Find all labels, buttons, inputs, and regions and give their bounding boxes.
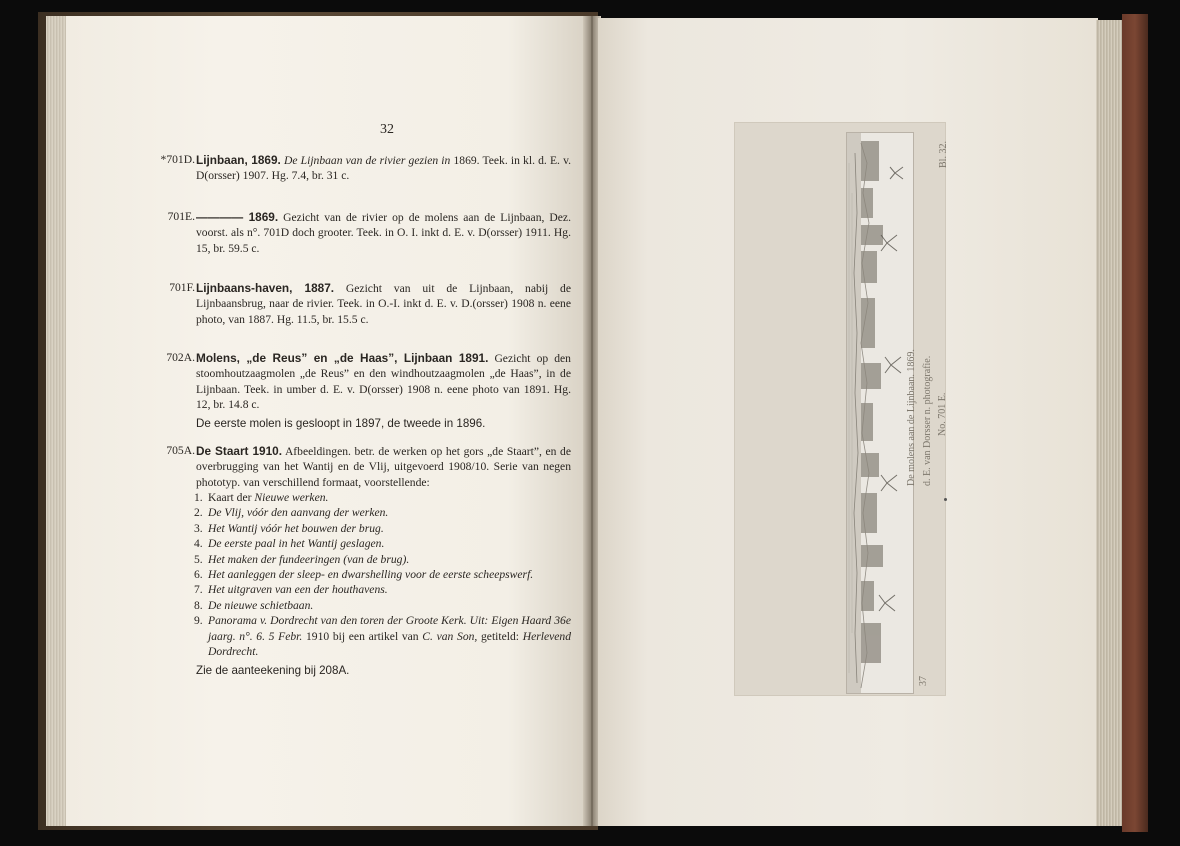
- entry-number: 705A.: [166, 444, 195, 457]
- book-cover-right: [1122, 14, 1148, 832]
- entry-body: [196, 444, 571, 490]
- catalog-entry: [166, 351, 571, 431]
- list-item: 4. De eerste paal in het Wantij geslagen.: [194, 537, 385, 551]
- list-item: 2. De Vlij, vóór den aanvang der werken.: [194, 506, 389, 520]
- entry-note: De eerste molen is gesloopt in 1897, de tweede in 1896.: [196, 417, 486, 431]
- entry-title: Lijnbaan, 1869.: [196, 153, 281, 167]
- windmill-panorama-drawing: [847, 133, 913, 693]
- plate-caption-line-2: d. E. van Dorsser n. photografie.: [922, 355, 933, 486]
- catalog-entry: [167, 210, 571, 256]
- entry-italic-title: De Lijnbaan van de rivier gezien in: [283, 154, 451, 167]
- entry-body: [196, 210, 571, 256]
- entry-text: 1869. Teek. in kl. d. E. v. D(orsser) 1907. Hg. 7.4, br. 31 c.: [196, 154, 572, 183]
- entry-text: Gezicht op den stoomhoutzaagmolen „de Reus” en den windhoutzaagmolen „de Haas”, in de Lijnbaan. Teek. in umber d. E. v. D(orsser) 1908 n. eene photo van 1891. Hg. 12, br. 14.8 c.: [196, 352, 571, 411]
- entry-title: De Staart 1910.: [196, 444, 282, 458]
- list-item: 5. Het maken der fundeeringen (van de brug).: [194, 552, 410, 566]
- list-item: 1. Kaart der Nieuwe werken.: [194, 490, 329, 504]
- page-number: 32: [380, 122, 394, 137]
- list-item: 9. Panorama v. Dordrecht van den toren der Groote Kerk. Uit: Eigen Haard 36e jaarg. n°. 6. 5 Febr. 1910 bij een artikel van C. van Son, getiteld: Herlevend Dordrecht.: [194, 614, 571, 658]
- plate-label: Bl. 32.: [938, 141, 949, 168]
- plate-corner-number: 37: [918, 676, 929, 686]
- list-item: 8. De nieuwe schietbaan.: [194, 598, 314, 612]
- entry-title: ———— 1869.: [196, 210, 279, 224]
- entry-text: Afbeeldingen. betr. de werken op het gors „de Staart”, en de overbrugging van het Wantij en de Vlij, uitgevoerd 1908/10. Serie van negen phototyp. van verschillend formaat, voorstellende:: [196, 445, 571, 489]
- list-item: 6. Het aanleggen der sleep- en dwarshelling voor de eerste scheepswerf.: [194, 567, 534, 581]
- entry-number: *701D.: [160, 153, 195, 166]
- entry-text: Gezicht van uit de Lijnbaan, nabij de Lijnbaansbrug, naar de rivier. Teek. in O.-I. inkt d. E. v. D.(orsser) 1908 n. eene photo, van 1887. Hg. 11.5, br. 15.5 c.: [196, 282, 571, 326]
- list-item: 3. Het Wantij vóór het bouwen der brug.: [194, 521, 384, 535]
- entry-title: Molens, „de Reus” en „de Haas”, Lijnbaan 1891.: [196, 351, 489, 365]
- entry-number: 702A.: [166, 351, 195, 364]
- entry-text: Gezicht van de rivier op de molens aan de Lijnbaan, Dez. voorst. als n°. 701D doch grooter. Teek. in O. I. inkt d. E. v. D(orsser) 1911. Hg. 15, br. 59.5 c.: [196, 211, 571, 255]
- list-item: 7. Het uitgraven van een der houthavens.: [194, 583, 388, 597]
- entry-body: [196, 153, 571, 184]
- series-list: [196, 490, 571, 659]
- entry-body: [196, 281, 571, 327]
- plate-caption-line-1: De molens aan de Lijnbaan. 1869.: [906, 349, 917, 486]
- plate-caption-line-3: No. 701 E.: [937, 392, 948, 436]
- entry-body: [196, 351, 571, 412]
- entry-note: Zie de aanteekening bij 208A.: [196, 664, 350, 678]
- entry-number: 701E.: [167, 210, 195, 223]
- plate-illustration: [846, 132, 914, 694]
- catalog-entry: [166, 444, 571, 679]
- page-mark: [944, 498, 947, 501]
- entry-title: Lijnbaans-haven, 1887.: [196, 281, 335, 295]
- catalog-entry: [160, 153, 572, 184]
- entry-number: 701F.: [169, 281, 195, 294]
- page-edges-left: [46, 16, 68, 826]
- catalog-entry: [169, 281, 571, 327]
